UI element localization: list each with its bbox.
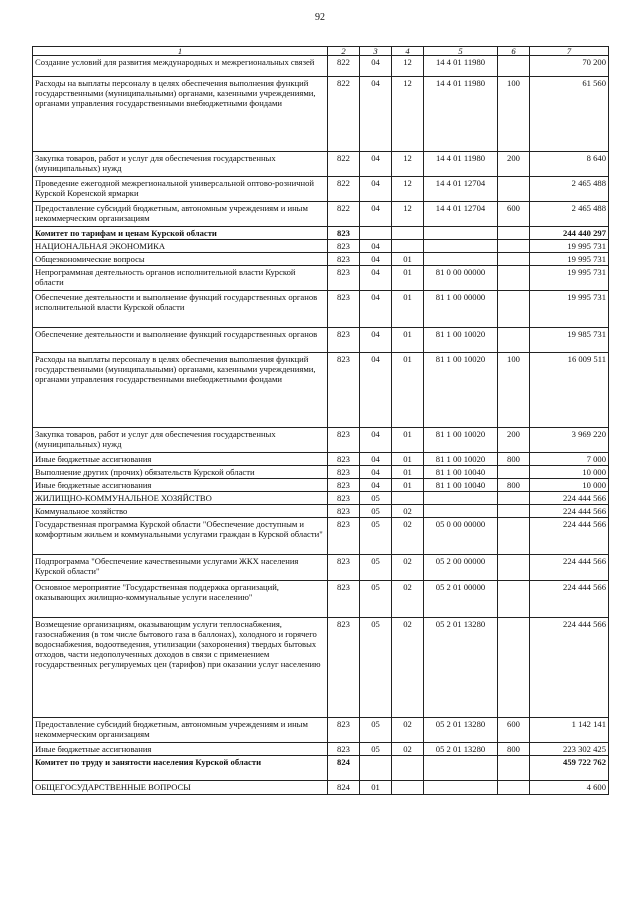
amount-cell: 1 142 141 xyxy=(530,718,609,743)
subsection-cell xyxy=(392,756,424,781)
expense-type-cell: 100 xyxy=(498,353,530,428)
ministry-code-cell: 822 xyxy=(328,77,360,152)
table-row xyxy=(33,718,609,743)
table-row xyxy=(33,479,609,492)
table-row xyxy=(33,227,609,240)
header-cell: 5 xyxy=(424,47,498,56)
amount-cell: 8 640 xyxy=(530,152,609,177)
target-article-cell: 05 0 00 00000 xyxy=(424,518,498,555)
expense-type-cell: 600 xyxy=(498,718,530,743)
row-name-cell: Закупка товаров, работ и услуг для обеспечения государственных (муниципальных) нужд xyxy=(33,152,328,177)
table-row xyxy=(33,743,609,756)
header-cell: 7 xyxy=(530,47,609,56)
section-cell: 04 xyxy=(360,353,392,428)
amount-cell: 7 000 xyxy=(530,453,609,466)
target-article-cell: 05 2 01 00000 xyxy=(424,581,498,618)
row-name-cell: Выполнение других (прочих) обязательств Курской области xyxy=(33,466,328,479)
section-cell: 05 xyxy=(360,555,392,581)
ministry-code-cell: 822 xyxy=(328,177,360,202)
target-article-cell: 14 4 01 12704 xyxy=(424,202,498,227)
amount-cell: 459 722 762 xyxy=(530,756,609,781)
expense-type-cell xyxy=(498,581,530,618)
expense-type-cell: 200 xyxy=(498,152,530,177)
ministry-code-cell: 823 xyxy=(328,618,360,718)
row-name-cell: Обеспечение деятельности и выполнение функций государственных органов xyxy=(33,328,328,353)
amount-cell: 223 302 425 xyxy=(530,743,609,756)
amount-cell: 10 000 xyxy=(530,479,609,492)
expense-type-cell xyxy=(498,227,530,240)
expense-type-cell: 100 xyxy=(498,77,530,152)
expense-type-cell xyxy=(498,781,530,795)
row-name-cell: Подпрограмма "Обеспечение качественными услугами ЖКХ населения Курской области" xyxy=(33,555,328,581)
table-row xyxy=(33,328,609,353)
expense-type-cell xyxy=(498,492,530,505)
header-row xyxy=(33,47,609,56)
section-cell xyxy=(360,756,392,781)
header-cell: 1 xyxy=(33,47,328,56)
section-cell: 04 xyxy=(360,77,392,152)
amount-cell: 224 444 566 xyxy=(530,518,609,555)
table-row xyxy=(33,618,609,718)
section-cell: 05 xyxy=(360,618,392,718)
target-article-cell: 14 4 01 12704 xyxy=(424,177,498,202)
section-cell: 05 xyxy=(360,581,392,618)
ministry-code-cell: 823 xyxy=(328,266,360,291)
target-article-cell: 81 1 00 10040 xyxy=(424,466,498,479)
amount-cell: 10 000 xyxy=(530,466,609,479)
target-article-cell: 05 2 01 13280 xyxy=(424,718,498,743)
page-number: 92 xyxy=(315,12,325,23)
ministry-code-cell: 823 xyxy=(328,518,360,555)
section-cell: 05 xyxy=(360,743,392,756)
expense-type-cell xyxy=(498,177,530,202)
row-name-cell: Основное мероприятие "Государственная поддержка организаций, оказывающих жилищно-коммунальные услуги населению" xyxy=(33,581,328,618)
ministry-code-cell: 823 xyxy=(328,581,360,618)
section-cell: 04 xyxy=(360,291,392,328)
row-name-cell: Государственная программа Курской области "Обеспечение доступным и комфортным жильем и коммунальными услугами граждан в Курской области" xyxy=(33,518,328,555)
target-article-cell xyxy=(424,756,498,781)
ministry-code-cell: 823 xyxy=(328,428,360,453)
row-name-cell: Предоставление субсидий бюджетным, автономным учреждениям и иным некоммерческим организациям xyxy=(33,718,328,743)
amount-cell: 19 995 731 xyxy=(530,253,609,266)
header-cell: 6 xyxy=(498,47,530,56)
section-cell: 04 xyxy=(360,479,392,492)
subsection-cell: 02 xyxy=(392,743,424,756)
target-article-cell: 81 1 00 10020 xyxy=(424,428,498,453)
subsection-cell xyxy=(392,240,424,253)
table-row xyxy=(33,202,609,227)
row-name-cell: Обеспечение деятельности и выполнение функций государственных органов исполнительной власти Курской области xyxy=(33,291,328,328)
target-article-cell: 14 4 01 11980 xyxy=(424,56,498,77)
expense-type-cell xyxy=(498,240,530,253)
table-row xyxy=(33,177,609,202)
ministry-code-cell: 824 xyxy=(328,781,360,795)
target-article-cell xyxy=(424,253,498,266)
table-row xyxy=(33,266,609,291)
table-row xyxy=(33,428,609,453)
subsection-cell: 02 xyxy=(392,718,424,743)
row-name-cell: Иные бюджетные ассигнования xyxy=(33,743,328,756)
target-article-cell: 05 2 01 13280 xyxy=(424,743,498,756)
amount-cell: 2 465 488 xyxy=(530,177,609,202)
ministry-code-cell: 823 xyxy=(328,453,360,466)
section-cell: 04 xyxy=(360,428,392,453)
row-name-cell: ОБЩЕГОСУДАРСТВЕННЫЕ ВОПРОСЫ xyxy=(33,781,328,795)
amount-cell: 70 200 xyxy=(530,56,609,77)
row-name-cell: Комитет по труду и занятости населения Курской области xyxy=(33,756,328,781)
subsection-cell: 12 xyxy=(392,152,424,177)
table-row xyxy=(33,152,609,177)
target-article-cell: 05 2 01 13280 xyxy=(424,618,498,718)
subsection-cell: 12 xyxy=(392,202,424,227)
table-row xyxy=(33,555,609,581)
expense-type-cell: 200 xyxy=(498,428,530,453)
amount-cell: 224 444 566 xyxy=(530,581,609,618)
target-article-cell: 14 4 01 11980 xyxy=(424,152,498,177)
subsection-cell: 02 xyxy=(392,618,424,718)
section-cell: 04 xyxy=(360,466,392,479)
table-row xyxy=(33,453,609,466)
ministry-code-cell: 823 xyxy=(328,555,360,581)
ministry-code-cell: 823 xyxy=(328,479,360,492)
table-row xyxy=(33,353,609,428)
subsection-cell xyxy=(392,492,424,505)
amount-cell: 224 444 566 xyxy=(530,555,609,581)
row-name-cell: Возмещение организациям, оказывающим услуги теплоснабжения, газоснабжения (в том числе бытового газа в баллонах), холодного и горячего водоснабжения, водоотведения, утилизации (захоронения) твердых бытовых отходов, части недополученных доходов в связи с применением государственных регулируемых цен (тарифов) при оказании услуг населению xyxy=(33,618,328,718)
amount-cell: 244 440 297 xyxy=(530,227,609,240)
row-name-cell: Проведение ежегодной межрегиональной универсальной оптово-розничной Курской Коренской ярмарки xyxy=(33,177,328,202)
target-article-cell: 81 0 00 00000 xyxy=(424,266,498,291)
subsection-cell: 12 xyxy=(392,56,424,77)
ministry-code-cell: 823 xyxy=(328,492,360,505)
amount-cell: 19 995 731 xyxy=(530,291,609,328)
table-row xyxy=(33,756,609,781)
row-name-cell: Иные бюджетные ассигнования xyxy=(33,453,328,466)
amount-cell: 19 985 731 xyxy=(530,328,609,353)
row-name-cell: Расходы на выплаты персоналу в целях обеспечения выполнения функций государственными (муниципальными) органами, казенными учреждениями, органами управления государственными внебюджетными фондами xyxy=(33,77,328,152)
table-row xyxy=(33,240,609,253)
ministry-code-cell: 823 xyxy=(328,291,360,328)
table-row xyxy=(33,505,609,518)
amount-cell: 2 465 488 xyxy=(530,202,609,227)
row-name-cell: Создание условий для развития международных и межрегиональных связей xyxy=(33,56,328,77)
target-article-cell xyxy=(424,227,498,240)
target-article-cell xyxy=(424,240,498,253)
row-name-cell: Расходы на выплаты персоналу в целях обеспечения выполнения функций государственными (муниципальными) органами, казенными учреждениями, органами управления государственными внебюджетными фондами xyxy=(33,353,328,428)
row-name-cell: Закупка товаров, работ и услуг для обеспечения государственных (муниципальных) нужд xyxy=(33,428,328,453)
subsection-cell: 01 xyxy=(392,479,424,492)
section-cell: 04 xyxy=(360,202,392,227)
expense-type-cell: 600 xyxy=(498,202,530,227)
target-article-cell: 81 1 00 10020 xyxy=(424,328,498,353)
amount-cell: 224 444 566 xyxy=(530,618,609,718)
row-name-cell: ЖИЛИЩНО-КОММУНАЛЬНОЕ ХОЗЯЙСТВО xyxy=(33,492,328,505)
target-article-cell xyxy=(424,505,498,518)
target-article-cell: 81 1 00 10040 xyxy=(424,479,498,492)
section-cell: 04 xyxy=(360,177,392,202)
header-cell: 3 xyxy=(360,47,392,56)
expense-type-cell: 800 xyxy=(498,453,530,466)
ministry-code-cell: 823 xyxy=(328,466,360,479)
amount-cell: 4 600 xyxy=(530,781,609,795)
subsection-cell: 01 xyxy=(392,428,424,453)
budget-table xyxy=(32,46,609,795)
row-name-cell: Коммунальное хозяйство xyxy=(33,505,328,518)
expense-type-cell: 800 xyxy=(498,743,530,756)
target-article-cell: 81 1 00 10020 xyxy=(424,353,498,428)
table-row xyxy=(33,581,609,618)
target-article-cell xyxy=(424,781,498,795)
table-row xyxy=(33,253,609,266)
table-row xyxy=(33,518,609,555)
subsection-cell: 01 xyxy=(392,353,424,428)
subsection-cell xyxy=(392,781,424,795)
subsection-cell: 01 xyxy=(392,453,424,466)
target-article-cell: 05 2 00 00000 xyxy=(424,555,498,581)
subsection-cell: 01 xyxy=(392,266,424,291)
expense-type-cell xyxy=(498,253,530,266)
row-name-cell: Общеэкономические вопросы xyxy=(33,253,328,266)
subsection-cell: 01 xyxy=(392,253,424,266)
subsection-cell: 12 xyxy=(392,177,424,202)
expense-type-cell xyxy=(498,328,530,353)
section-cell: 05 xyxy=(360,518,392,555)
subsection-cell: 01 xyxy=(392,328,424,353)
ministry-code-cell: 822 xyxy=(328,56,360,77)
amount-cell: 224 444 566 xyxy=(530,505,609,518)
subsection-cell: 01 xyxy=(392,466,424,479)
section-cell: 05 xyxy=(360,718,392,743)
target-article-cell: 81 1 00 10020 xyxy=(424,453,498,466)
expense-type-cell xyxy=(498,555,530,581)
amount-cell: 3 969 220 xyxy=(530,428,609,453)
expense-type-cell: 800 xyxy=(498,479,530,492)
row-name-cell: Непрограммная деятельность органов исполнительной власти Курской области xyxy=(33,266,328,291)
target-article-cell: 14 4 01 11980 xyxy=(424,77,498,152)
expense-type-cell xyxy=(498,466,530,479)
section-cell: 04 xyxy=(360,56,392,77)
expense-type-cell xyxy=(498,505,530,518)
section-cell: 04 xyxy=(360,266,392,291)
section-cell: 04 xyxy=(360,453,392,466)
ministry-code-cell: 823 xyxy=(328,743,360,756)
expense-type-cell xyxy=(498,756,530,781)
table-row xyxy=(33,781,609,795)
table-row xyxy=(33,291,609,328)
ministry-code-cell: 823 xyxy=(328,227,360,240)
section-cell: 01 xyxy=(360,781,392,795)
ministry-code-cell: 823 xyxy=(328,718,360,743)
subsection-cell: 01 xyxy=(392,291,424,328)
expense-type-cell xyxy=(498,618,530,718)
ministry-code-cell: 822 xyxy=(328,152,360,177)
header-cell: 2 xyxy=(328,47,360,56)
table-row xyxy=(33,466,609,479)
amount-cell: 19 995 731 xyxy=(530,240,609,253)
expense-type-cell xyxy=(498,291,530,328)
ministry-code-cell: 822 xyxy=(328,202,360,227)
row-name-cell: Предоставление субсидий бюджетным, автономным учреждениям и иным некоммерческим организациям xyxy=(33,202,328,227)
expense-type-cell xyxy=(498,266,530,291)
ministry-code-cell: 823 xyxy=(328,505,360,518)
amount-cell: 19 995 731 xyxy=(530,266,609,291)
ministry-code-cell: 823 xyxy=(328,240,360,253)
table-row xyxy=(33,77,609,152)
section-cell: 04 xyxy=(360,253,392,266)
section-cell: 05 xyxy=(360,505,392,518)
ministry-code-cell: 823 xyxy=(328,353,360,428)
subsection-cell: 12 xyxy=(392,77,424,152)
subsection-cell: 02 xyxy=(392,581,424,618)
header-cell: 4 xyxy=(392,47,424,56)
target-article-cell: 81 1 00 00000 xyxy=(424,291,498,328)
section-cell: 04 xyxy=(360,328,392,353)
ministry-code-cell: 823 xyxy=(328,328,360,353)
table-row xyxy=(33,492,609,505)
subsection-cell: 02 xyxy=(392,518,424,555)
subsection-cell: 02 xyxy=(392,505,424,518)
subsection-cell xyxy=(392,227,424,240)
ministry-code-cell: 824 xyxy=(328,756,360,781)
amount-cell: 16 009 511 xyxy=(530,353,609,428)
amount-cell: 224 444 566 xyxy=(530,492,609,505)
section-cell xyxy=(360,227,392,240)
ministry-code-cell: 823 xyxy=(328,253,360,266)
row-name-cell: Иные бюджетные ассигнования xyxy=(33,479,328,492)
table-row xyxy=(33,56,609,77)
expense-type-cell xyxy=(498,56,530,77)
section-cell: 05 xyxy=(360,492,392,505)
subsection-cell: 02 xyxy=(392,555,424,581)
target-article-cell xyxy=(424,492,498,505)
amount-cell: 61 560 xyxy=(530,77,609,152)
section-cell: 04 xyxy=(360,152,392,177)
expense-type-cell xyxy=(498,518,530,555)
row-name-cell: Комитет по тарифам и ценам Курской области xyxy=(33,227,328,240)
row-name-cell: НАЦИОНАЛЬНАЯ ЭКОНОМИКА xyxy=(33,240,328,253)
section-cell: 04 xyxy=(360,240,392,253)
